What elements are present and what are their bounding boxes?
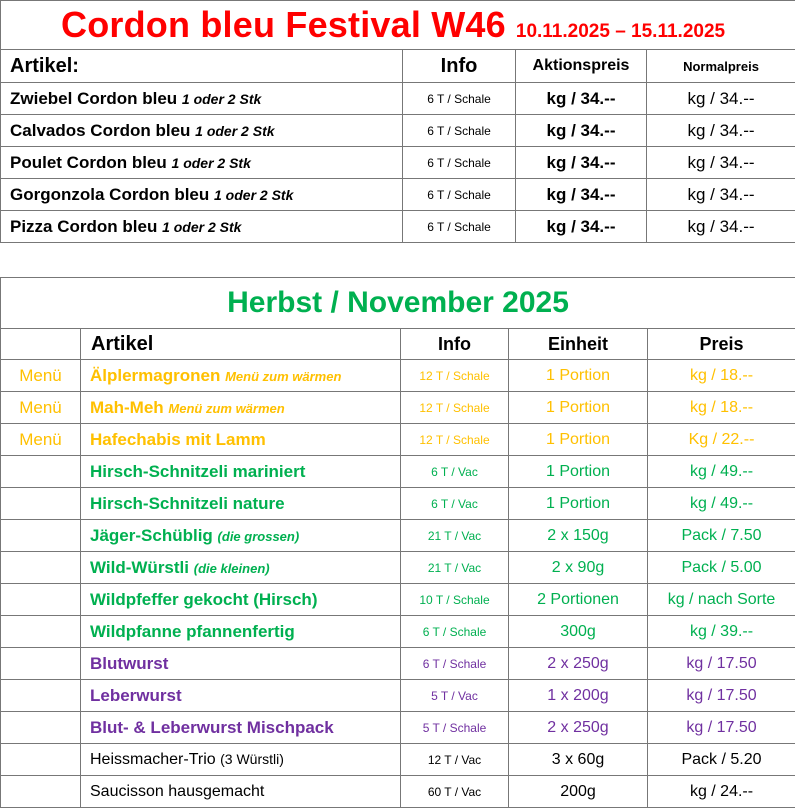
herbst-row: [1, 488, 795, 520]
festival-item-normalpreis: kg / 34.--: [647, 211, 795, 243]
festival-item-name: Gorgonzola Cordon bleu: [10, 185, 209, 204]
festival-item-aktionspreis: kg / 34.--: [516, 147, 647, 179]
festival-item-normalpreis: kg / 34.--: [647, 115, 795, 147]
festival-item-note: 1 oder 2 Stk: [195, 123, 274, 139]
herbst-item-tag: [1, 776, 81, 808]
herbst-item-preis: kg / 18.--: [648, 360, 795, 392]
festival-item-info: 6 T / Schale: [403, 147, 516, 179]
herbst-header-einheit: Einheit: [509, 329, 648, 360]
herbst-item-info: 6 T / Schale: [401, 648, 509, 680]
herbst-item-tag: [1, 680, 81, 712]
herbst-header-info: Info: [401, 329, 509, 360]
festival-header-artikel: Artikel:: [1, 50, 403, 83]
herbst-item-name: Wildpfeffer gekocht (Hirsch): [90, 590, 317, 609]
herbst-item-einheit: 2 x 90g: [509, 552, 648, 584]
festival-item-normalpreis: kg / 34.--: [647, 147, 795, 179]
herbst-row: [1, 552, 795, 584]
herbst-table: [0, 277, 795, 808]
herbst-item-info: 6 T / Schale: [401, 616, 509, 648]
herbst-item-name: Wildpfanne pfannenfertig: [90, 622, 295, 641]
herbst-item-einheit: 1 Portion: [509, 392, 648, 424]
festival-item-cell: [1, 115, 403, 147]
festival-title: Cordon bleu Festival W46: [1, 4, 506, 45]
herbst-item-tag: [1, 712, 81, 744]
herbst-item-einheit: 2 x 150g: [509, 520, 648, 552]
festival-item-aktionspreis: kg / 34.--: [516, 83, 647, 115]
festival-header-info: Info: [403, 50, 516, 83]
herbst-item-name: Hirsch-Schnitzeli mariniert: [90, 462, 305, 481]
festival-item-name: Zwiebel Cordon bleu: [10, 89, 177, 108]
herbst-header-artikel: Artikel: [81, 329, 401, 360]
festival-item-note: 1 oder 2 Stk: [182, 91, 261, 107]
herbst-header-row: [1, 329, 795, 360]
herbst-row: [1, 584, 795, 616]
herbst-item-preis: kg / 49.--: [648, 456, 795, 488]
herbst-item-einheit: 1 Portion: [509, 456, 648, 488]
festival-item-cell: [1, 83, 403, 115]
herbst-item-cell: [81, 680, 401, 712]
festival-header-row: [1, 50, 795, 83]
herbst-item-preis: kg / 17.50: [648, 712, 795, 744]
herbst-item-tag: Menü: [1, 360, 81, 392]
herbst-item-info: 21 T / Vac: [401, 552, 509, 584]
herbst-item-cell: [81, 744, 401, 776]
herbst-item-einheit: 200g: [509, 776, 648, 808]
herbst-row: [1, 712, 795, 744]
herbst-item-info: 6 T / Vac: [401, 456, 509, 488]
herbst-item-name: Blutwurst: [90, 654, 168, 673]
herbst-row: [1, 520, 795, 552]
herbst-item-tag: [1, 520, 81, 552]
festival-dates: 10.11.2025 – 15.11.2025: [516, 21, 725, 42]
herbst-item-preis: kg / 17.50: [648, 680, 795, 712]
herbst-item-preis: kg / 24.--: [648, 776, 795, 808]
herbst-item-info: 12 T / Schale: [401, 360, 509, 392]
herbst-item-preis: kg / 49.--: [648, 488, 795, 520]
festival-row: [1, 179, 795, 211]
herbst-item-cell: [81, 360, 401, 392]
festival-item-name: Poulet Cordon bleu: [10, 153, 167, 172]
herbst-item-name: Blut- & Leberwurst Mischpack: [90, 718, 334, 737]
herbst-row: [1, 744, 795, 776]
herbst-item-cell: [81, 584, 401, 616]
herbst-item-info: 6 T / Vac: [401, 488, 509, 520]
herbst-item-cell: [81, 520, 401, 552]
herbst-item-cell: [81, 424, 401, 456]
herbst-item-preis: kg / 17.50: [648, 648, 795, 680]
herbst-item-name: Älplermagronen: [90, 366, 220, 385]
herbst-item-info: 12 T / Vac: [401, 744, 509, 776]
festival-item-name: Calvados Cordon bleu: [10, 121, 190, 140]
herbst-item-info: 60 T / Vac: [401, 776, 509, 808]
herbst-item-note: Menü zum wärmen: [168, 401, 284, 416]
herbst-item-name: Heissmacher-Trio: [90, 751, 216, 768]
herbst-item-name: Leberwurst: [90, 686, 182, 705]
herbst-item-tag: Menü: [1, 424, 81, 456]
herbst-item-info: 12 T / Schale: [401, 424, 509, 456]
festival-row: [1, 115, 795, 147]
herbst-row: [1, 776, 795, 808]
herbst-item-einheit: 1 Portion: [509, 488, 648, 520]
herbst-item-tag: [1, 744, 81, 776]
herbst-item-einheit: 1 Portion: [509, 424, 648, 456]
herbst-item-cell: [81, 552, 401, 584]
herbst-row: [1, 392, 795, 424]
festival-item-info: 6 T / Schale: [403, 83, 516, 115]
herbst-row: [1, 648, 795, 680]
herbst-item-einheit: 2 x 250g: [509, 648, 648, 680]
festival-item-aktionspreis: kg / 34.--: [516, 211, 647, 243]
herbst-item-tag: [1, 616, 81, 648]
herbst-item-preis: kg / nach Sorte: [648, 584, 795, 616]
herbst-item-info: 12 T / Schale: [401, 392, 509, 424]
herbst-item-note: (3 Würstli): [220, 751, 284, 767]
herbst-item-name: Jäger-Schüblig: [90, 526, 213, 545]
festival-item-normalpreis: kg / 34.--: [647, 83, 795, 115]
herbst-row: [1, 616, 795, 648]
herbst-item-tag: [1, 648, 81, 680]
herbst-title-row: [1, 278, 795, 329]
festival-header-normalpreis: Normalpreis: [647, 50, 795, 83]
festival-table: [0, 0, 795, 243]
herbst-item-cell: [81, 392, 401, 424]
herbst-item-info: 5 T / Schale: [401, 712, 509, 744]
herbst-row: [1, 456, 795, 488]
herbst-title: Herbst / November 2025: [1, 278, 795, 329]
festival-item-info: 6 T / Schale: [403, 211, 516, 243]
herbst-item-tag: [1, 488, 81, 520]
festival-item-note: 1 oder 2 Stk: [214, 187, 293, 203]
herbst-item-info: 10 T / Schale: [401, 584, 509, 616]
festival-item-note: 1 oder 2 Stk: [162, 219, 241, 235]
herbst-item-preis: kg / 18.--: [648, 392, 795, 424]
festival-header-aktionspreis: Aktionspreis: [516, 50, 647, 83]
herbst-item-name: Saucisson hausgemacht: [90, 783, 264, 800]
herbst-item-tag: Menü: [1, 392, 81, 424]
herbst-item-einheit: 3 x 60g: [509, 744, 648, 776]
herbst-item-tag: [1, 456, 81, 488]
festival-item-normalpreis: kg / 34.--: [647, 179, 795, 211]
festival-item-note: 1 oder 2 Stk: [172, 155, 251, 171]
herbst-item-name: Hafechabis mit Lamm: [90, 430, 266, 449]
festival-row: [1, 83, 795, 115]
herbst-item-info: 21 T / Vac: [401, 520, 509, 552]
festival-item-info: 6 T / Schale: [403, 115, 516, 147]
herbst-item-tag: [1, 552, 81, 584]
festival-item-aktionspreis: kg / 34.--: [516, 179, 647, 211]
herbst-row: [1, 360, 795, 392]
herbst-item-preis: Pack / 7.50: [648, 520, 795, 552]
herbst-item-note: Menü zum wärmen: [225, 369, 341, 384]
herbst-item-preis: Pack / 5.20: [648, 744, 795, 776]
herbst-item-preis: Kg / 22.--: [648, 424, 795, 456]
herbst-item-einheit: 2 x 250g: [509, 712, 648, 744]
herbst-header-tag: [1, 329, 81, 360]
festival-item-cell: [1, 179, 403, 211]
herbst-item-note: (die kleinen): [194, 561, 270, 576]
festival-row: [1, 211, 795, 243]
festival-row: [1, 147, 795, 179]
herbst-item-preis: Pack / 5.00: [648, 552, 795, 584]
herbst-item-einheit: 300g: [509, 616, 648, 648]
festival-title-row: [1, 1, 795, 50]
festival-item-cell: [1, 147, 403, 179]
herbst-item-cell: [81, 712, 401, 744]
herbst-row: [1, 424, 795, 456]
festival-item-name: Pizza Cordon bleu: [10, 217, 157, 236]
herbst-item-cell: [81, 616, 401, 648]
herbst-item-name: Mah-Meh: [90, 398, 164, 417]
herbst-item-preis: kg / 39.--: [648, 616, 795, 648]
herbst-header-preis: Preis: [648, 329, 795, 360]
festival-item-cell: [1, 211, 403, 243]
herbst-item-info: 5 T / Vac: [401, 680, 509, 712]
herbst-item-cell: [81, 456, 401, 488]
herbst-item-cell: [81, 776, 401, 808]
festival-item-info: 6 T / Schale: [403, 179, 516, 211]
festival-title-cell: [1, 1, 795, 50]
herbst-item-name: Wild-Würstli: [90, 558, 189, 577]
festival-item-aktionspreis: kg / 34.--: [516, 115, 647, 147]
herbst-row: [1, 680, 795, 712]
herbst-item-einheit: 1 x 200g: [509, 680, 648, 712]
herbst-item-name: Hirsch-Schnitzeli nature: [90, 494, 285, 513]
herbst-item-note: (die grossen): [218, 529, 300, 544]
herbst-item-cell: [81, 488, 401, 520]
herbst-item-einheit: 1 Portion: [509, 360, 648, 392]
herbst-item-einheit: 2 Portionen: [509, 584, 648, 616]
herbst-item-tag: [1, 584, 81, 616]
herbst-item-cell: [81, 648, 401, 680]
